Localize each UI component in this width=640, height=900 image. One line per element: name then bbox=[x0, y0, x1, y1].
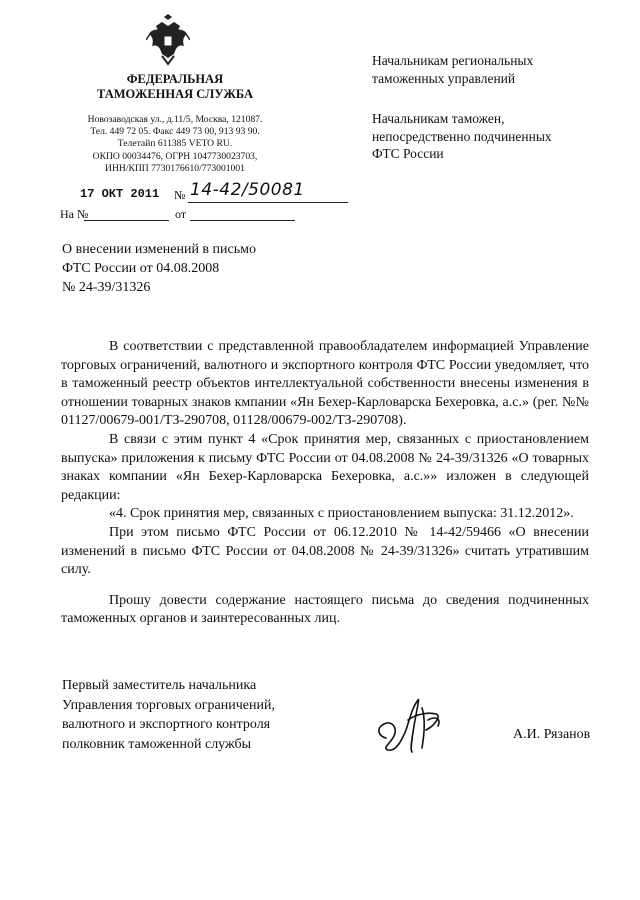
outgoing-number-handwritten: 14-42/50081 bbox=[190, 180, 305, 200]
sender-phone-fax: Тел. 449 72 05. Факс 449 73 00, 913 93 90. bbox=[90, 126, 260, 138]
outgoing-registration bbox=[78, 180, 338, 210]
signer-position bbox=[62, 676, 275, 754]
sender-address: Новозаводская ул., д.11/5, Москва, 121087. bbox=[87, 114, 263, 125]
addressee-customs-heads bbox=[372, 110, 552, 163]
signer-position-line: Первый заместитель начальника bbox=[62, 678, 257, 693]
letter-body bbox=[61, 338, 589, 629]
paragraph-spacer bbox=[61, 580, 589, 592]
addressee-line: непосредственно подчиненных bbox=[372, 128, 552, 144]
letter-subject bbox=[62, 240, 256, 297]
addressee-line: Начальникам региональных bbox=[372, 53, 534, 68]
body-paragraph: В связи с этим пункт 4 «Срок принятия мер, связанных с приостановлением выпуска» приложения к письму ФТС России от 04.08.2008 № 24-39/31326 «О товарных знаках компании «Ян Бехер-Карловарска Бехеровка, а.с.»» изложен в следующей редакции: bbox=[61, 431, 589, 503]
reference-number-label: На № bbox=[60, 207, 89, 221]
sender-contacts bbox=[58, 114, 292, 175]
signer-position-line: Управления торговых ограничений, bbox=[62, 697, 275, 713]
body-quoted-amendment: «4. Срок принятия мер, связанных с приостановлением выпуска: 31.12.2012». bbox=[109, 506, 574, 522]
addressee-regional-departments bbox=[372, 52, 533, 87]
sender-org-name bbox=[60, 72, 290, 102]
subject-line: О внесении изменений в письмо bbox=[62, 242, 256, 257]
signer-position-line: валютного и экспортного контроля bbox=[62, 717, 271, 732]
body-paragraph: В соответствии с представленной правообладателем информацией Управление торговых ограничений, валютного и экспортного контроля ФТС России уведомляет, что в таможенный реестр объектов интеллектуальной собственности внесены изменения в отношении товарных знаков кмпании «Ян Бехер-Карловарска Бехеровка, а.с.» (рег. №№ 01127/00679-001/ТЗ-290708, 01128/00679-002/ТЗ-290708). bbox=[61, 339, 589, 429]
sender-teletype: Телетайп 611385 VETO RU. bbox=[117, 138, 233, 150]
addressee-line: Начальникам таможен, bbox=[372, 111, 505, 126]
subject-line: № 24-39/31326 bbox=[62, 280, 151, 295]
addressee-line: таможенных управлений bbox=[372, 70, 516, 86]
subject-line: ФТС России от 04.08.2008 bbox=[62, 261, 220, 276]
reference-number-blank bbox=[84, 220, 169, 221]
sender-org-name-line: ТАМОЖЕННАЯ СЛУЖБА bbox=[97, 87, 253, 101]
reference-line bbox=[60, 207, 300, 225]
sender-okpo-ogrn: ОКПО 00034476, ОГРН 1047730023703, bbox=[92, 150, 258, 162]
reference-date-label: от bbox=[175, 207, 187, 221]
body-paragraph: Прошу довести содержание настоящего письма до сведения подчиненных таможенных органов и заинтересованных лиц. bbox=[61, 592, 589, 627]
outgoing-date-stamp: 17 ОКТ 2011 bbox=[80, 187, 160, 201]
coat-of-arms-emblem bbox=[146, 14, 190, 68]
outgoing-number-underline bbox=[188, 202, 348, 203]
reference-date-blank bbox=[190, 220, 295, 221]
signer-position-line: полковник таможенной службы bbox=[62, 736, 252, 752]
sender-org-name-line: ФЕДЕРАЛЬНАЯ bbox=[126, 72, 224, 86]
addressee-line: ФТС России bbox=[372, 146, 444, 161]
signer-name: А.И. Рязанов bbox=[513, 727, 591, 742]
outgoing-number-label: № bbox=[174, 188, 186, 202]
handwritten-signature bbox=[372, 690, 462, 760]
body-paragraph: При этом письмо ФТС России от 06.12.2010 № 14-42/59466 «О внесении изменений в письмо ФТС России от 04.08.2008 № 24-39/31326» считать утратившим силу. bbox=[61, 524, 589, 578]
sender-inn-kpp: ИНН/КПП 7730176610/773001001 bbox=[105, 162, 245, 174]
